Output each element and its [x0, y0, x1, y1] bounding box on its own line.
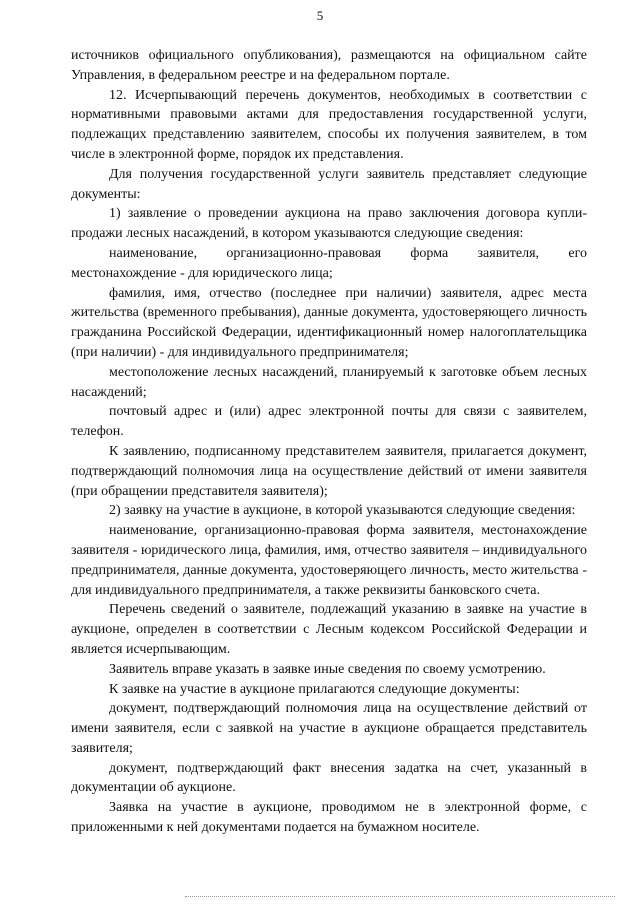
paragraph: Перечень сведений о заявителе, подлежащий указанию в заявке на участие в аукционе, определен в соответствии с Лесным кодексом Российской Федерации и является исчерпывающим.: [71, 602, 587, 657]
paragraph: Заявитель вправе указать в заявке иные сведения по своему усмотрению.: [109, 661, 546, 677]
paragraph: Заявка на участие в аукционе, проводимом не в электронной форме, с приложенными к ней документами подается на бумажном носителе.: [71, 800, 587, 836]
paragraph: источников официального опубликования), размещаются на официальном сайте Управления, в федеральном реестре и на федеральном портале.: [71, 48, 587, 83]
page-number: 5: [316, 8, 324, 23]
paragraph: фамилия, имя, отчество (последнее при наличии) заявителя, адрес места жительства (временного пребывания), данные документа, удостоверяющего личность гражданина Российской Федерации, идентификационный номер налогоплательщика (при наличии) - для индивидуального предпринимателя;: [71, 285, 587, 360]
paragraph: документ, подтверждающий полномочия лица на осуществление действий от имени заявителя, если с заявкой на участие в аукционе обращается представитель заявителя;: [71, 701, 587, 756]
paragraph: 1) заявление о проведении аукциона на право заключения договора купли-продажи лесных насаждений, в котором указываются следующие сведения:: [71, 206, 587, 242]
paragraph: К заявке на участие в аукционе прилагаются следующие документы:: [109, 681, 520, 697]
paragraph: почтовый адрес и (или) адрес электронной почты для связи с заявителем, телефон.: [71, 404, 587, 440]
paragraph: наименование, организационно-правовая форма заявителя, его местонахождение - для юридического лица;: [71, 245, 587, 281]
document-body: [71, 46, 587, 838]
paragraph: наименование, организационно-правовая форма заявителя, местонахождение заявителя - юридического лица, фамилия, имя, отчество заявителя – индивидуального предпринимателя, данные документа, удостоверяющего личность, место жительства - для индивидуального предпринимателя, а также реквизиты банковского счета.: [71, 523, 587, 598]
paragraph: местоположение лесных насаждений, планируемый к заготовке объем лесных насаждений;: [71, 364, 587, 400]
scan-bottom-edge: [185, 896, 615, 897]
paragraph: Для получения государственной услуги заявитель представляет следующие документы:: [71, 166, 587, 202]
paragraph: 12. Исчерпывающий перечень документов, необходимых в соответствии с нормативными правовыми актами для предоставления государственной услуги, подлежащих представлению заявителем, способы их получения заявителем, в том числе в электронной форме, порядок их представления.: [71, 87, 587, 162]
paragraph: документ, подтверждающий факт внесения задатка на счет, указанный в документации об аукционе.: [71, 760, 587, 796]
paragraph: 2) заявку на участие в аукционе, в которой указываются следующие сведения:: [109, 503, 576, 519]
paragraph: К заявлению, подписанному представителем заявителя, прилагается документ, подтверждающий полномочия лица на осуществление действий от имени заявителя (при обращении представителя заявителя);: [71, 443, 587, 499]
